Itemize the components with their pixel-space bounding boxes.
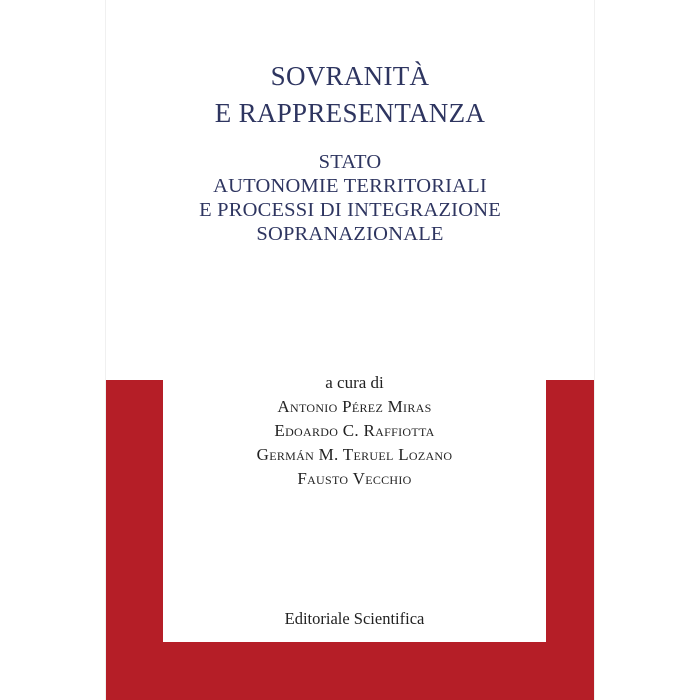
editor-name: Fausto Vecchio	[297, 469, 412, 488]
book-title	[106, 58, 594, 132]
editor-name: Germán M. Teruel Lozano	[256, 445, 453, 464]
subtitle-line-4: SOPRANAZIONALE	[256, 223, 444, 245]
editor-name: Edoardo C. Raffiotta	[274, 421, 435, 440]
red-frame-bottom	[106, 642, 594, 700]
editor-name: Antonio Pérez Miras	[277, 397, 432, 416]
title-line-1: SOVRANITÀ	[270, 61, 430, 91]
curated-by-label: a cura di	[325, 373, 384, 392]
book-subtitle	[106, 150, 594, 246]
editors-block	[163, 371, 546, 491]
subtitle-line-2: AUTONOMIE TERRITORIALI	[213, 175, 487, 197]
subtitle-line-1: STATO	[318, 151, 382, 173]
subtitle-line-3: E PROCESSI DI INTEGRAZIONE	[199, 199, 501, 221]
publisher-name: Editoriale Scientifica	[284, 609, 425, 628]
title-line-2: E RAPPRESENTANZA	[214, 98, 486, 128]
